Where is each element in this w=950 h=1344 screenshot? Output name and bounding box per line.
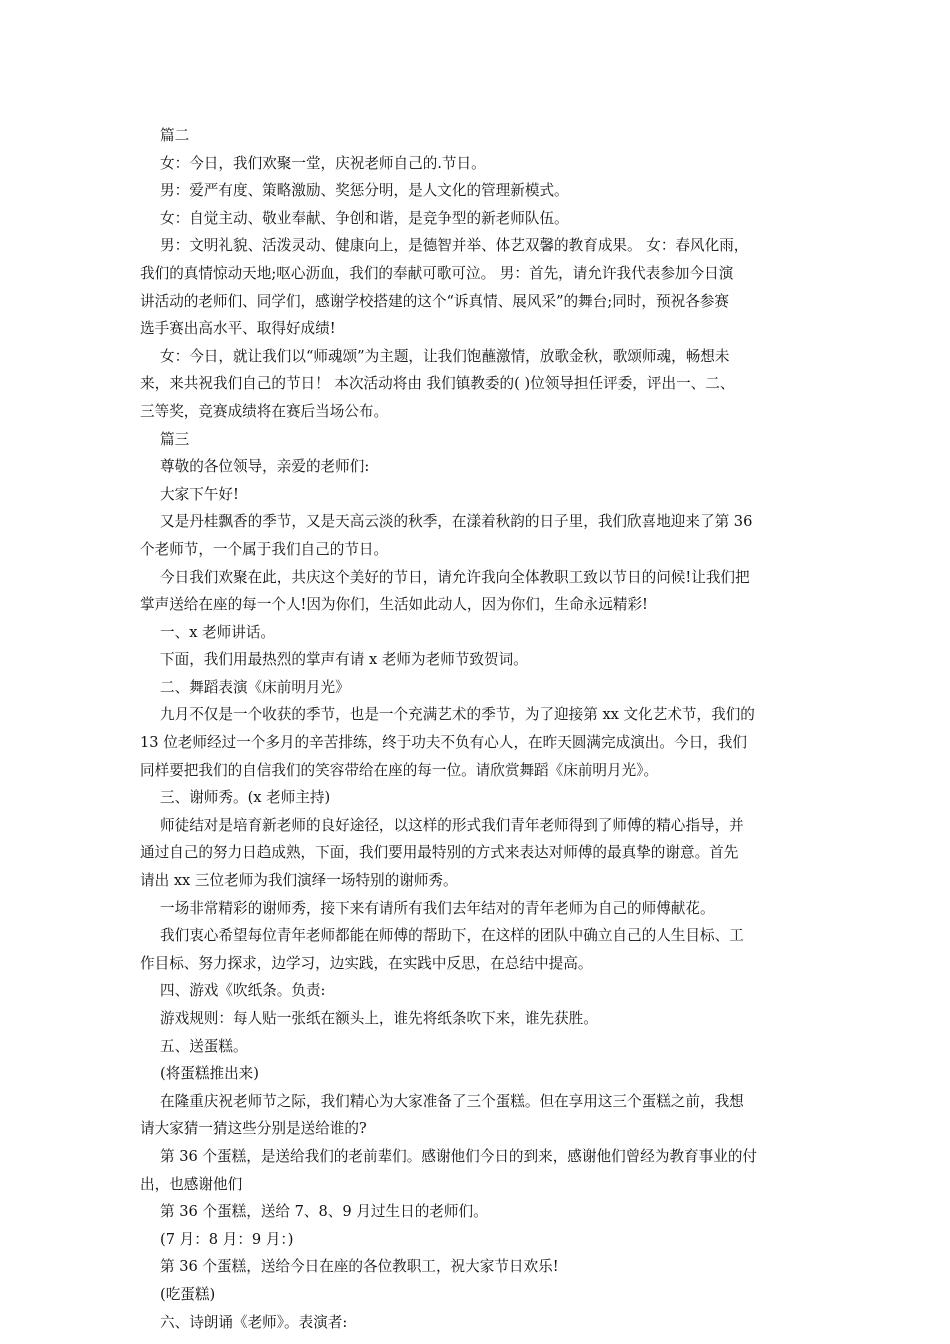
document-body: [140, 122, 812, 1336]
text-line: (将蛋糕推出来): [160, 1065, 259, 1083]
text-line: 篇三: [160, 430, 190, 448]
paragraph: [140, 674, 812, 702]
text-line: (吃蛋糕): [160, 1285, 216, 1303]
paragraph: [140, 481, 812, 509]
paragraph: [140, 784, 812, 812]
text-line: 作目标、努力探求，边学习，边实践，在实践中反思，在总结中提高。: [140, 954, 593, 972]
paragraph: [140, 619, 812, 647]
text-line: 女：今日，我们欢聚一堂，庆祝老师自己的.节日。: [160, 154, 486, 172]
text-line: 女：自觉主动、敬业奉献、争创和谐，是竞争型的新老师队伍。: [160, 209, 569, 227]
paragraph: [140, 508, 812, 563]
text-line: 来，来共祝我们自己的节日！ 本次活动将由 我们镇教委的( )位领导担任评委，评出一、二、: [140, 375, 735, 393]
paragraph: [140, 1253, 812, 1281]
paragraph: [140, 426, 812, 454]
text-line: 男：爱严有度、策略激励、奖惩分明，是人文化的管理新模式。: [160, 182, 569, 200]
text-line: 又是丹桂飘香的季节，又是天高云淡的秋季，在漾着秋韵的日子里，我们欣喜地迎来了第 36: [160, 513, 753, 531]
paragraph: [140, 701, 812, 784]
paragraph: [140, 1033, 812, 1061]
text-line: 第 36 个蛋糕，送给 7、8、9 月过生日的老师们。: [160, 1203, 488, 1221]
paragraph: [140, 646, 812, 674]
paragraph: [140, 1226, 812, 1254]
paragraph: [140, 895, 812, 923]
text-line: 三等奖，竞赛成绩将在赛后当场公布。: [140, 402, 389, 420]
text-line: 在隆重庆祝老师节之际，我们精心为大家准备了三个蛋糕。但在享用这三个蛋糕之前，我想: [160, 1092, 744, 1110]
text-line: 五、送蛋糕。: [160, 1037, 248, 1055]
paragraph: [140, 122, 812, 150]
paragraph: [140, 1005, 812, 1033]
text-line: 男：文明礼貌、活泼灵动、健康向上，是德智并举、体艺双馨的教育成果。 女：春风化雨，: [160, 237, 749, 255]
text-line: 出，也感谢他们: [140, 1175, 243, 1193]
text-line: 大家下午好!: [160, 485, 239, 503]
paragraph: [140, 1060, 812, 1088]
paragraph: [140, 922, 812, 977]
paragraph: [140, 343, 812, 426]
paragraph: [140, 150, 812, 178]
paragraph: [140, 812, 812, 895]
text-line: 通过自己的努力日趋成熟，下面，我们要用最特别的方式来表达对师傅的最真挚的谢意。首先: [140, 844, 739, 862]
text-line: 六、诗朗诵《老师》。表演者:: [160, 1313, 348, 1331]
text-line: 九月不仅是一个收获的季节，也是一个充满艺术的季节，为了迎接第 xx 文化艺术节，我们的: [160, 706, 755, 724]
text-line: 同样要把我们的自信我们的笑容带给在座的每一位。请欣赏舞蹈《床前明月光》。: [140, 761, 659, 779]
text-line: 篇二: [160, 127, 190, 144]
text-line: 个老师节，一个属于我们自己的节日。: [140, 540, 389, 558]
text-line: 四、游戏《吹纸条。负责:: [160, 982, 326, 1000]
text-line: 女：今日，就让我们以“师魂颂”为主题，让我们饱蘸激情，放歌金秋，歌颂师魂，畅想未: [160, 347, 730, 365]
text-line: 尊敬的各位领导，亲爱的老师们:: [160, 458, 370, 476]
text-line: 我们衷心希望每位青年老师都能在师傅的帮助下，在这样的团队中确立自己的人生目标、工: [160, 927, 744, 945]
text-line: 游戏规则：每人贴一张纸在额头上，谁先将纸条吹下来，谁先获胜。: [160, 1010, 598, 1027]
text-line: 一、x 老师讲话。: [160, 623, 276, 641]
text-line: 我们的真情惊动天地;呕心沥血，我们的奉献可歌可泣。 男：首先，请允许我代表参加今日演: [140, 264, 734, 282]
text-line: 请大家猜一猜这些分别是送给谁的?: [140, 1120, 367, 1138]
text-line: 掌声送给在座的每一个人!因为你们，生活如此动人，因为你们，生命永远精彩!: [140, 596, 648, 614]
text-line: 讲活动的老师们、同学们，感谢学校搭建的这个“诉真情、展风采”的舞台;同时，预祝各参赛: [140, 292, 729, 310]
text-line: 下面，我们用最热烈的掌声有请 x 老师为老师节致贺词。: [160, 651, 528, 669]
paragraph: [140, 177, 812, 205]
paragraph: [140, 453, 812, 481]
text-line: (7 月：8 月：9 月：): [160, 1230, 294, 1248]
text-line: 一场非常精彩的谢师秀，接下来有请所有我们去年结对的青年老师为自己的师傅献花。: [160, 899, 715, 917]
text-line: 选手赛出高水平、取得好成绩!: [140, 320, 336, 338]
text-line: 今日我们欢聚在此，共庆这个美好的节日，请允许我向全体教职工致以节日的问候!让我们把: [160, 568, 750, 586]
paragraph: [140, 564, 812, 619]
text-line: 请出 xx 三位老师为我们演绎一场特别的谢师秀。: [140, 872, 458, 890]
paragraph: [140, 1309, 812, 1337]
paragraph: [140, 1143, 812, 1198]
text-line: 第 36 个蛋糕，是送给我们的老前辈们。感谢他们今日的到来，感谢他们曾经为教育事业的付: [160, 1147, 758, 1165]
paragraph: [140, 1198, 812, 1226]
text-line: 第 36 个蛋糕，送给今日在座的各位教职工，祝大家节日欢乐!: [160, 1258, 559, 1276]
paragraph: [140, 1281, 812, 1309]
text-line: 三、谢师秀。(x 老师主持): [160, 789, 331, 807]
paragraph: [140, 232, 812, 342]
paragraph: [140, 205, 812, 233]
paragraph: [140, 977, 812, 1005]
paragraph: [140, 1088, 812, 1143]
text-line: 13 位老师经过一个多月的辛苦排练，终于功夫不负有心人，在昨天圆满完成演出。今日，我们: [140, 734, 747, 752]
text-line: 师徒结对是培育新老师的良好途径，以这样的形式我们青年老师得到了师傅的精心指导，并: [160, 816, 744, 834]
text-line: 二、舞蹈表演《床前明月光》: [160, 678, 350, 696]
